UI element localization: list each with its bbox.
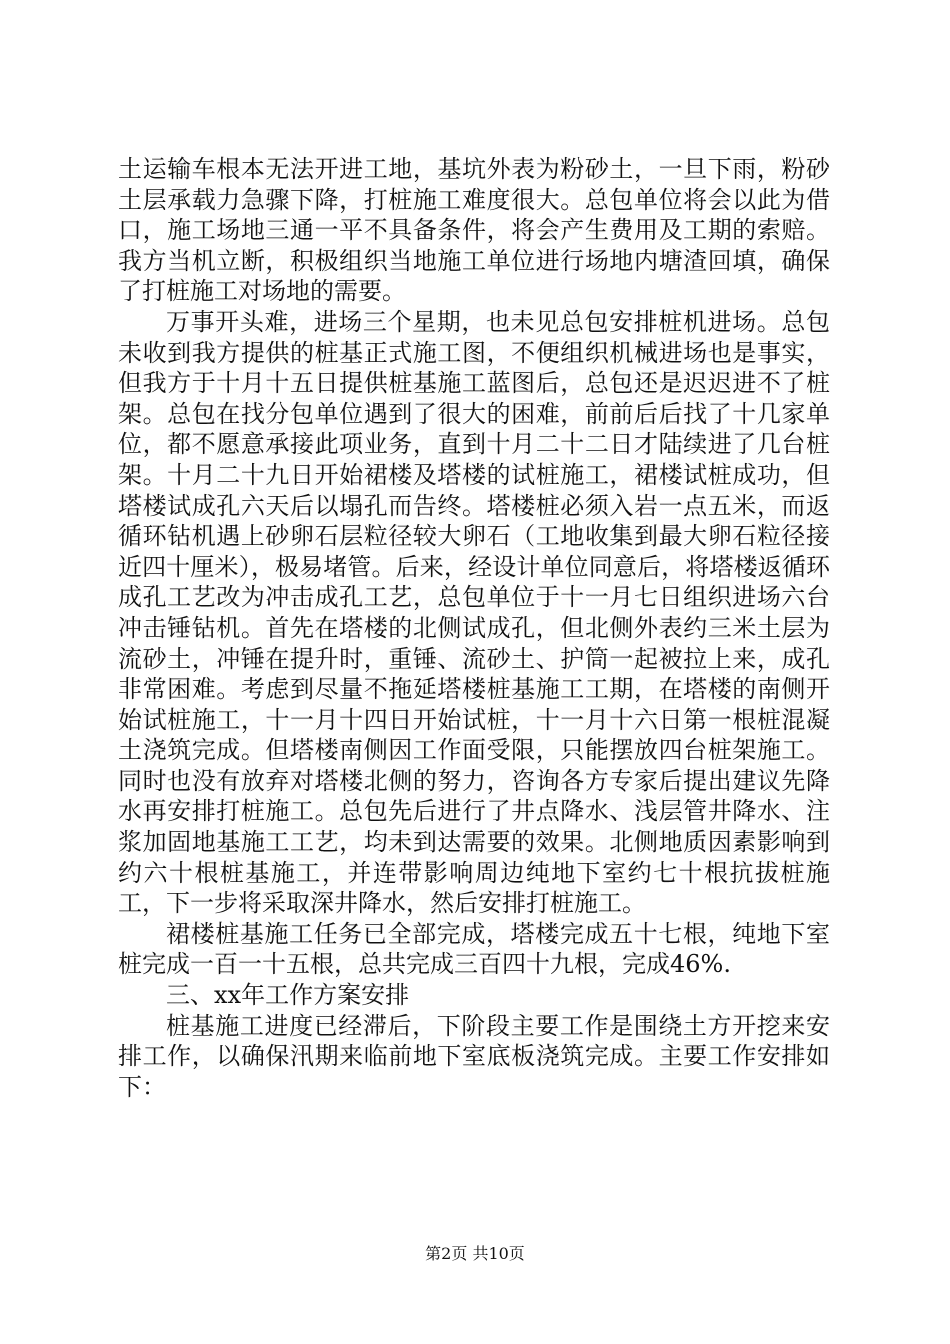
paragraph-site-conditions: 土运输车根本无法开进工地，基坑外表为粉砂土，一旦下雨，粉砂土层承载力急骤下降，打桩施工难度很大。总包单位将会以此为借口，施工场地三通一平不具备条件，将会产生费用及工期的索赔。我方当机立断，积极组织当地施工单位进行场地内塘渣回填，确保了打桩施工对场地的需要。: [118, 155, 830, 306]
paragraph-completion-summary: 裙楼桩基施工任务已全部完成，塔楼完成五十七根，纯地下室桩完成一百一十五根，总共完成三百四十九根，完成46%.: [118, 919, 830, 979]
document-body: [118, 154, 830, 1102]
section-heading-work-plan: 三、xx年工作方案安排: [166, 981, 410, 1010]
page-number-footer: 第2页 共10页: [425, 1244, 525, 1263]
paragraph-next-stage: 桩基施工进度已经滞后，下阶段主要工作是围绕土方开挖来安排工作，以确保汛期来临前地下室底板浇筑完成。主要工作安排如下：: [118, 1011, 830, 1101]
paragraph-piling-progress: 万事开头难，进场三个星期，也未见总包安排桩机进场。总包未收到我方提供的桩基正式施工图，不便组织机械进场也是事实，但我方于十月十五日提供桩基施工蓝图后，总包还是迟迟进不了桩架。总包在找分包单位遇到了很大的困难，前前后后找了十几家单位，都不愿意承接此项业务，直到十月二十二日才陆续进了几台桩架。十月二十九日开始裙楼及塔楼的试桩施工，裙楼试桩成功，但塔楼试成孔六天后以塌孔而告终。塔楼桩必须入岩一点五米，而返循环钻机遇上砂卵石层粒径较大卵石（工地收集到最大卵石粒径接近四十厘米），极易堵管。后来，经设计单位同意后，将塔楼返循环成孔工艺改为冲击成孔工艺，总包单位于十一月七日组织进场六台冲击锤钻机。首先在塔楼的北侧试成孔，但北侧外表约三米土层为流砂土，冲锤在提升时，重锤、流砂土、护筒一起被拉上来，成孔非常困难。考虑到尽量不拖延塔楼桩基施工工期，在塔楼的南侧开始试桩施工，十一月十四日开始试桩，十一月十六日第一根桩混凝土浇筑完成。但塔楼南侧因工作面受限，只能摆放四台桩架施工。同时也没有放弃对塔楼北侧的努力，咨询各方专家后提出建议先降水再安排打桩施工。总包先后进行了井点降水、浅层管井降水、注浆加固地基施工工艺，均未到达需要的效果。北侧地质因素影响到约六十根桩基施工，并连带影响周边纯地下室约七十根抗拔桩施工，下一步将采取深井降水，然后安排打桩施工。: [118, 307, 830, 918]
